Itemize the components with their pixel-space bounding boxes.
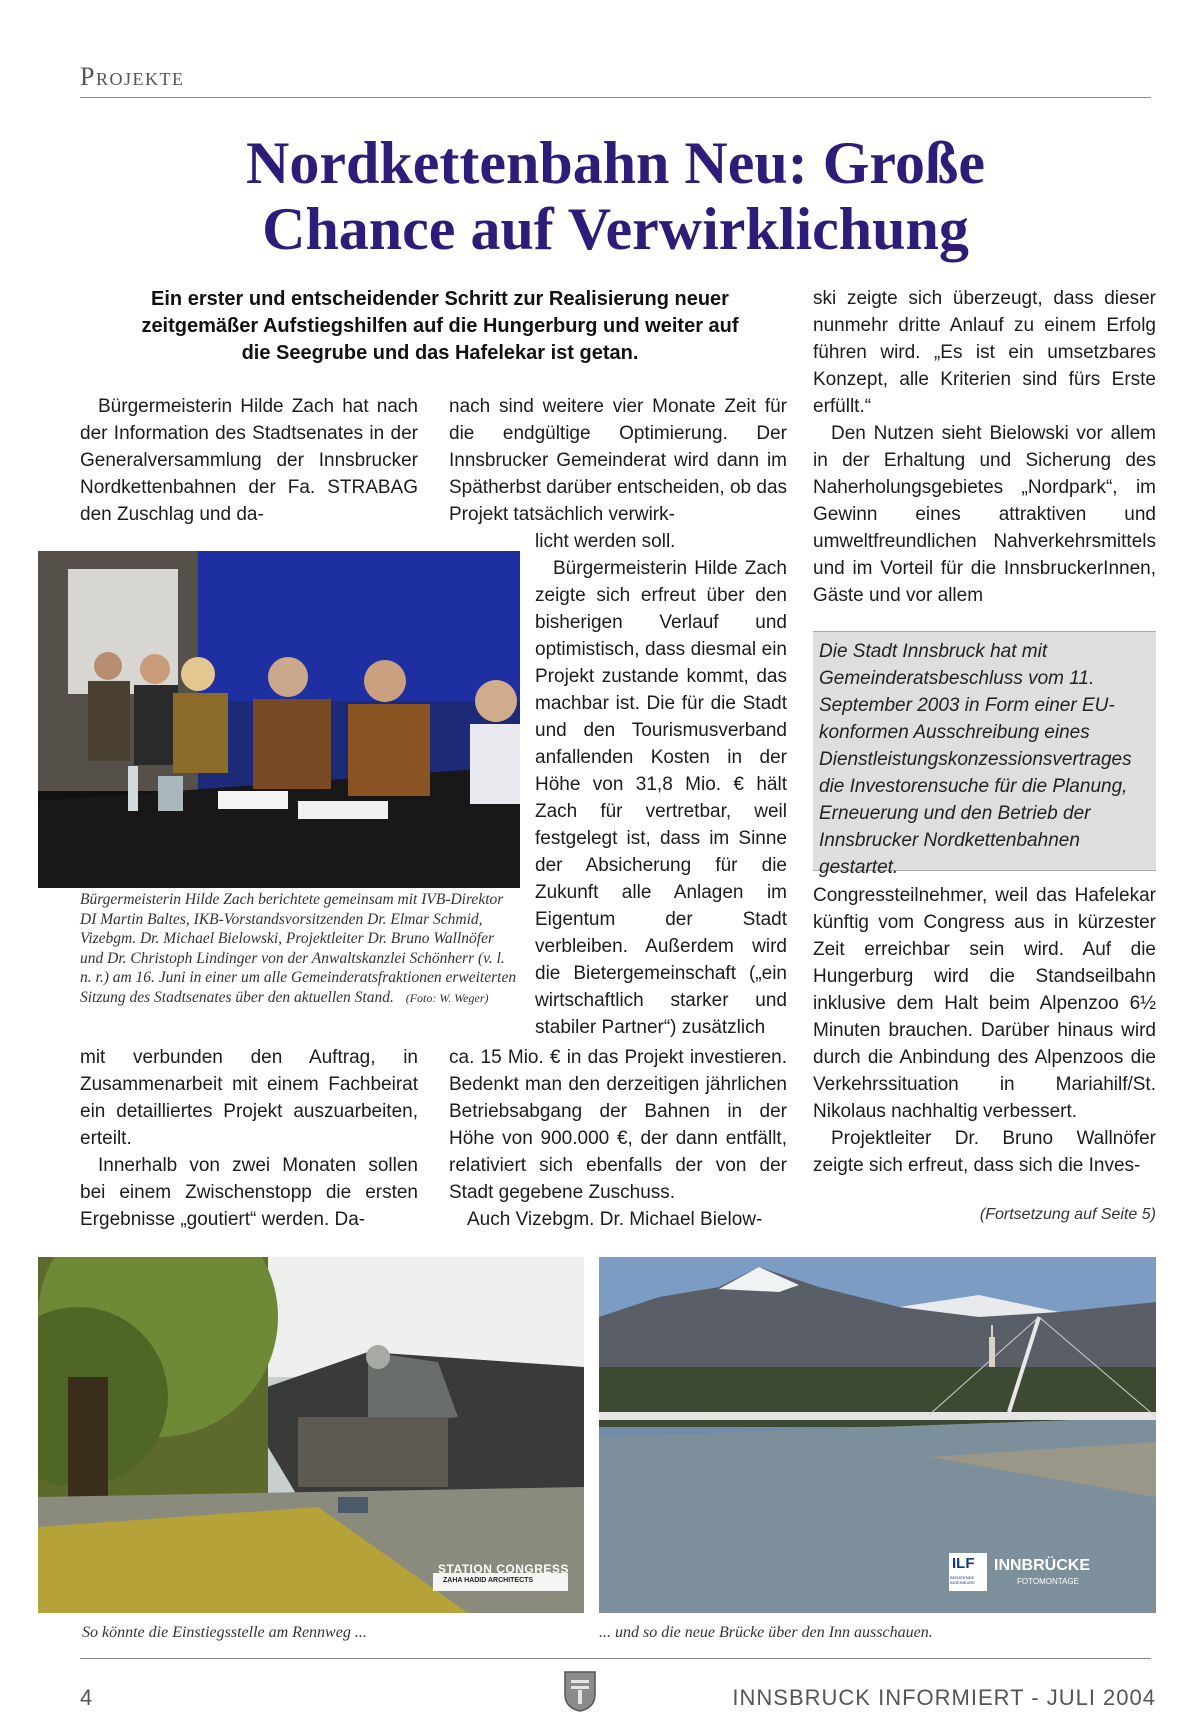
ilf-logo-sub: BERATENDE INGENIEURE [950,1575,975,1585]
header-rule [80,97,1151,98]
bridge-caption: ... und so die neue Brücke über den Inn ausschauen. [599,1624,933,1641]
paragraph: ski zeigte sich überzeugt, dass dieser nunmehr dritte Anlauf zu einem Erfolg führen wird. „Es ist ein umsetzbares Konzept, alle Kriterien sind fürs Erste erfüllt.“ [813,288,1156,417]
continued-note: (Fortsetzung auf Seite 5) [979,1206,1156,1223]
paragraph: mit verbunden den Auftrag, in Zusammenarbeit mit einem Fachbeirat ein detailliertes Projekt auszuarbeiten, erteilt. [80,1047,418,1149]
station-photo-image [38,1257,584,1613]
meeting-photo [38,551,520,888]
city-crest-icon [563,1670,597,1712]
station-photo [38,1257,584,1613]
footer-rule [80,1658,1151,1659]
lead-line: zeitgemäßer Aufstiegshilfen auf die Hungerburg und weiter auf [141,315,739,337]
column-2-narrow [535,528,787,1041]
paragraph: Bürgermeisterin Hilde Zach zeigte sich erfreut über den bisherigen Verlauf und optimistisch, dass diesmal ein Projekt zustande kommt, das machbar ist. Die für die Stadt und den Tourismusverband anfallenden Kosten in der Höhe von 31,8 Mio. € hält Zach für vertretbar, weil festgelegt ist, dass im Sinne der Absicherung für die Zukunft alle Anlagen im Eigentum der Stadt verbleiben. Außerdem wird die Bietergemeinschaft („ein wirtschaftlich starker und stabiler Partner“) zusätzlich [535,558,787,1038]
station-label: STATION CONGRESS [438,1562,569,1576]
station-caption: So könnte die Einstiegsstelle am Rennweg ... [82,1624,367,1641]
bridge-label: INNBRÜCKE [994,1557,1090,1574]
meeting-photo-caption [80,890,520,1009]
paragraph: Projektleiter Dr. Bruno Wallnöfer zeigte sich erfreut, dass sich die Inves- [813,1128,1156,1176]
page-title [80,130,1151,262]
station-architect: ZAHA HADID ARCHITECTS [443,1577,534,1584]
lead-paragraph [80,286,800,367]
paragraph: ca. 15 Mio. € in das Projekt investieren. Bedenkt man den derzeitigen jährlichen Betriebsabgang der Bahnen in der Höhe von 900.000 €, der dann entfällt, relativiert sich ebenfalls der von der Stadt gegebene Zuschuss. [449,1047,787,1203]
paragraph: licht werden soll. [535,531,676,552]
bridge-sub-label: FOTOMONTAGE [1017,1577,1079,1586]
column-1-bottom [80,1044,418,1233]
column-2-bottom [449,1044,787,1233]
bridge-photo [599,1257,1156,1613]
info-box-text: Die Stadt Innsbruck hat mit Gemeinderatsbeschluss vom 11. September 2003 in Form einer EU-konformen Ausschreibung eines Dienstleistungskonzessionsvertrages die Investorensuche für die Planung, Erneuerung und den Betrieb der Innsbrucker Nordkettenbahnen gestartet. [819,641,1132,878]
meeting-photo-image [38,551,520,888]
section-label: Projekte [80,62,185,91]
lead-line: Ein erster und entscheidender Schritt zur Realisierung neuer [151,288,729,310]
paragraph: nach sind weitere vier Monate Zeit für die endgültige Optimierung. Der Innsbrucker Gemeinderat wird dann im Spätherbst darüber entscheiden, ob das Projekt tatsächlich verwirk- [449,396,788,525]
paragraph: Den Nutzen sieht Bielowski vor allem in der Erhaltung und Sicherung des Naherholungsgebietes „Nordpark“, im Gewinn eines attraktiven und umweltfreundlichen Nahverkehrsmittels und im Vorteil für die InnsbruckerInnen, Gäste und vor allem [813,423,1156,606]
paragraph: Bürgermeisterin Hilde Zach hat nach der Information des Stadtsenates in der Generalversammlung der Innsbrucker Nordkettenbahnen der Fa. STRABAG den Zuschlag und da- [80,396,418,525]
title-line-2: Chance auf Verwirklichung [262,196,969,262]
photo-credit: (Foto: W. Weger) [405,990,489,1005]
info-box [813,631,1156,878]
paragraph: Auch Vizebgm. Dr. Michael Bielow- [467,1209,763,1230]
column-3-bottom [813,882,1156,1179]
column-3-top [813,285,1156,609]
paragraph: Congressteilnehmer, weil das Hafelekar künftig vom Congress aus in kürzester Zeit erreichbar sein wird. Auf die Hungerburg wird die Standseilbahn inklusive dem Halt beim Alpenzoo 6½ Minuten brauchen. Darüber hinaus wird durch die Anbindung des Alpenzoos die Verkehrssituation in Mariahilf/St. Nikolaus nachhaltig verbessert. [813,885,1156,1122]
column-1-top [80,393,418,528]
lead-line: die Seegrube und das Hafelekar ist getan. [241,342,639,364]
column-2-top [449,393,787,528]
caption-text: Bürgermeisterin Hilde Zach berichtete gemeinsam mit IVB-Direktor DI Martin Baltes, IKB-Vorstandsvorsitzenden Dr. Elmar Schmid, Vizebgm. Dr. Michael Bielowski, Projektleiter Dr. Bruno Wallnöfer und Dr. Christoph Lindinger von der Anwaltskanzlei Schönherr (v. l. n. r.) am 16. Juni in einer um alle Gemeinderatsfraktionen erweiterten Sitzung des Stadtsenates über den aktuellen Stand. [80,891,517,1006]
paragraph: Innerhalb von zwei Monaten sollen bei einem Zwischenstopp die ersten Ergebnisse „goutiert“ werden. Da- [80,1155,418,1230]
title-line-1: Nordkettenbahn Neu: Große [246,130,985,196]
page-number: 4 [80,1685,94,1710]
publication-info: INNSBRUCK INFORMIERT - JULI 2004 [732,1685,1156,1710]
ilf-logo: ILF [952,1555,975,1572]
